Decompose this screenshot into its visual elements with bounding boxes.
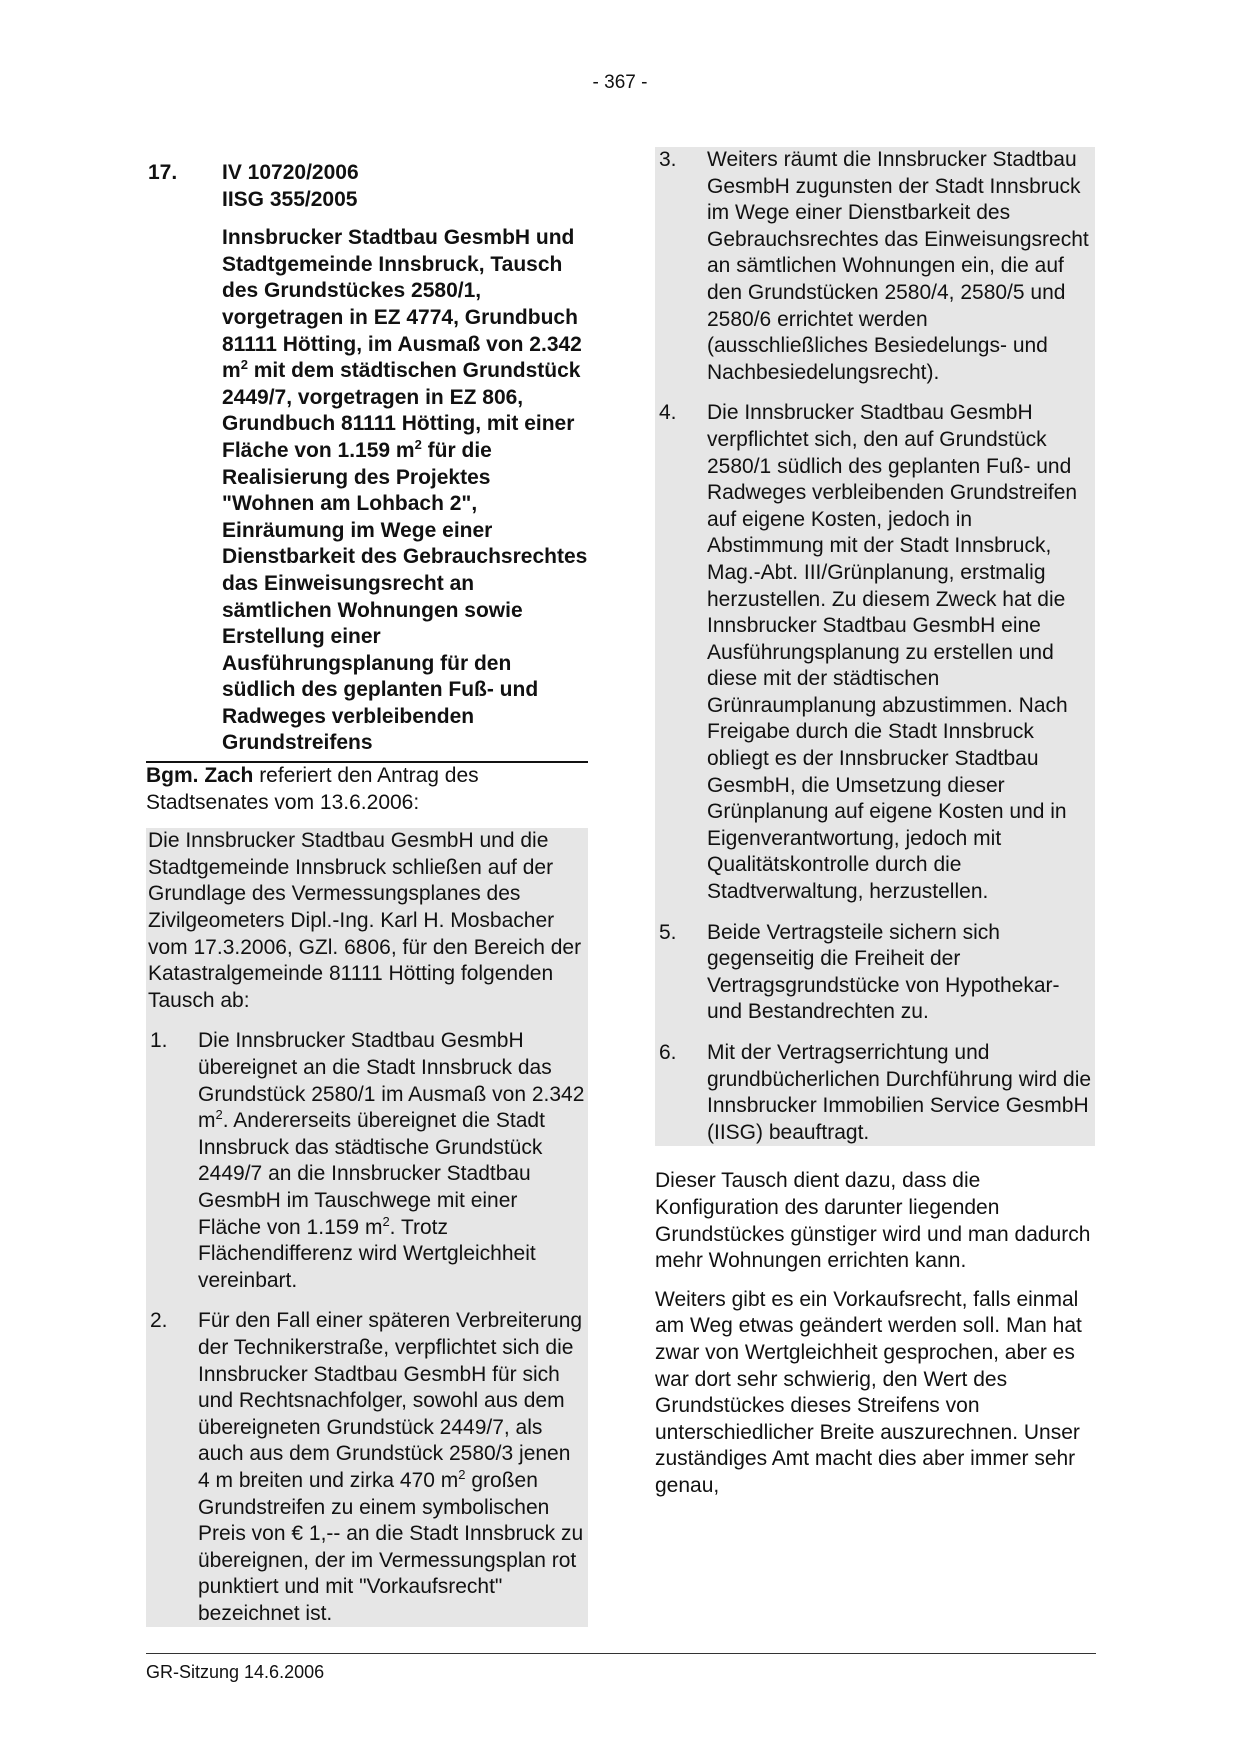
motion-text-left xyxy=(146,828,588,1627)
agenda-item-heading xyxy=(146,160,588,761)
discussion-paragraph-2: Weiters gibt es ein Vorkaufsrecht, falls einmal am Weg etwas geändert werden soll. Man hat zwar von Wertgleichheit gesprochen, aber es war dort sehr schwierig, den Wert des Grundstückes dieses Streifens von unterschiedlicher Breite auszurechnen. Unser zuständiges Amt macht dies aber immer sehr genau, xyxy=(655,1287,1082,1497)
motion-item-2: 2. Für den Fall einer späteren Verbreiterung der Technikerstraße, verpflichtet sich die Innsbrucker Stadtbau GesmbH für sich und Rechtsnachfolger, sowohl aus dem übereigneten Grundstück 2449/7, als auch aus dem Grundstück 2580/3 jenen 4 m breiten und zirka 470 $m^2$ großen Grundstreifen zu einem symbolischen Preis von € 1,-- an die Stadt Innsbruck zu übereignen, der im Vermessungsplan rot punktiert und mit "Vorkaufsrecht" bezeichnet ist. xyxy=(150,1309,584,1625)
motion-item-6: 6. Mit der Vertragserrichtung und grundbücherlichen Durchführung wird die Innsbrucker Immobilien Service GesmbH (IISG) beauftragt. xyxy=(659,1041,1092,1144)
agenda-item-number: 17. xyxy=(148,161,178,184)
speaker-name: Bgm. Zach xyxy=(146,764,254,788)
motion-text-right xyxy=(655,147,1095,1146)
agenda-item-reference xyxy=(222,160,588,213)
intro-paragraph: Bgm. Zach referiert den Antrag des Stadtsenates vom 13.6.2006: xyxy=(146,764,479,814)
footer-session-date: GR-Sitzung 14.6.2006 xyxy=(146,1662,325,1682)
motion-item-3: 3. Weiters räumt die Innsbrucker Stadtbau GesmbH zugunsten der Stadt Innsbruck im Wege einer Dienstbarkeit des Gebrauchsrechtes das Einweisungsrecht an sämtlichen Wohnungen ein, die auf den Grundstücken 2580/4, 2580/5 und 2580/6 errichtet werden (ausschließliches Besiedelungs- und Nachbesiedelungsrecht). xyxy=(659,148,1089,384)
page-number: - 367 - xyxy=(592,72,648,93)
right-column xyxy=(655,147,1095,1500)
discussion-paragraph-1: Dieser Tausch dient dazu, dass die Konfiguration des darunter liegenden Grundstückes günstiger wird und man dadurch mehr Wohnungen errichten kann. xyxy=(655,1169,1091,1273)
agenda-item-title: Innsbrucker Stadtbau GesmbH und Stadtgemeinde Innsbruck, Tausch des Grundstückes 2580/1, vorgetragen in EZ 4774, Grundbuch 81111 Hötting, im Ausmaß von 2.342 $m^2$ mit dem städtischen Grundstück 2449/7, vorgetragen in EZ 806, Grundbuch 81111 Hötting, mit einer Fläche von 1.159 $m^2$ für die Realisierung des Projektes "Wohnen am Lohbach 2", Einräumung im Wege einer Dienstbarkeit des Gebrauchsrechtes das Einweisungsrecht an sämtlichen Wohnungen sowie Erstellung einer Ausführungsplanung für den südlich des geplanten Fuß- und Radweges verbleibenden Grundstreifens xyxy=(222,226,588,755)
motion-item-1: 1. Die Innsbrucker Stadtbau GesmbH übereignet an die Stadt Innsbruck das Grundstück 2580/1 im Ausmaß von 2.342 $m^2$. Andererseits übereignet die Stadt Innsbruck das städtische Grundstück 2449/7 an die Innsbrucker Stadtbau GesmbH im Tauschwege mit einer Fläche von 1.159 $m^2$. Trotz Flächendifferenz wird Wertgleichheit vereinbart. xyxy=(150,1029,585,1292)
motion-item-5: 5. Beide Vertragsteile sichern sich gegenseitig die Freiheit der Vertragsgrundstücke von Hypothekar- und Bestandrechten zu. xyxy=(659,920,1060,1024)
motion-item-4: 4. Die Innsbrucker Stadtbau GesmbH verpflichtet sich, den auf Grundstück 2580/1 südlich des geplanten Fuß- und Radweges verbleibenden Grundstreifen auf eigene Kosten, jedoch in Abstimmung mit der Stadt Innsbruck, Mag.-Abt. III/Grünplanung, erstmalig herzustellen. Zu diesem Zweck hat die Innsbrucker Stadtbau GesmbH eine Ausführungsplanung zu erstellen und diese mit der städtischen Grünraumplanung abzustimmen. Nach Freigabe durch die Stadt Innsbruck obliegt es der Innsbrucker Stadtbau GesmbH, die Umsetzung dieser Grünplanung auf eigene Kosten und in Eigenverantwortung, jedoch mit Qualitätskontrolle durch die Stadtverwaltung, herzustellen. xyxy=(659,401,1078,904)
reference-iv: IV 10720/2006 xyxy=(222,161,359,184)
left-column xyxy=(146,160,588,1627)
footer-divider xyxy=(146,1653,1096,1654)
reference-iisg: IISG 355/2005 xyxy=(222,187,358,211)
motion-lead: Die Innsbrucker Stadtbau GesmbH und die Stadtgemeinde Innsbruck schließen auf der Grundlage des Vermessungsplanes des Zivilgeometers Dipl.-Ing. Karl H. Mosbacher vom 17.3.2006, GZl. 6806, für den Bereich der Katastralgemeinde 81111 Hötting folgenden Tausch ab: xyxy=(148,829,582,1012)
